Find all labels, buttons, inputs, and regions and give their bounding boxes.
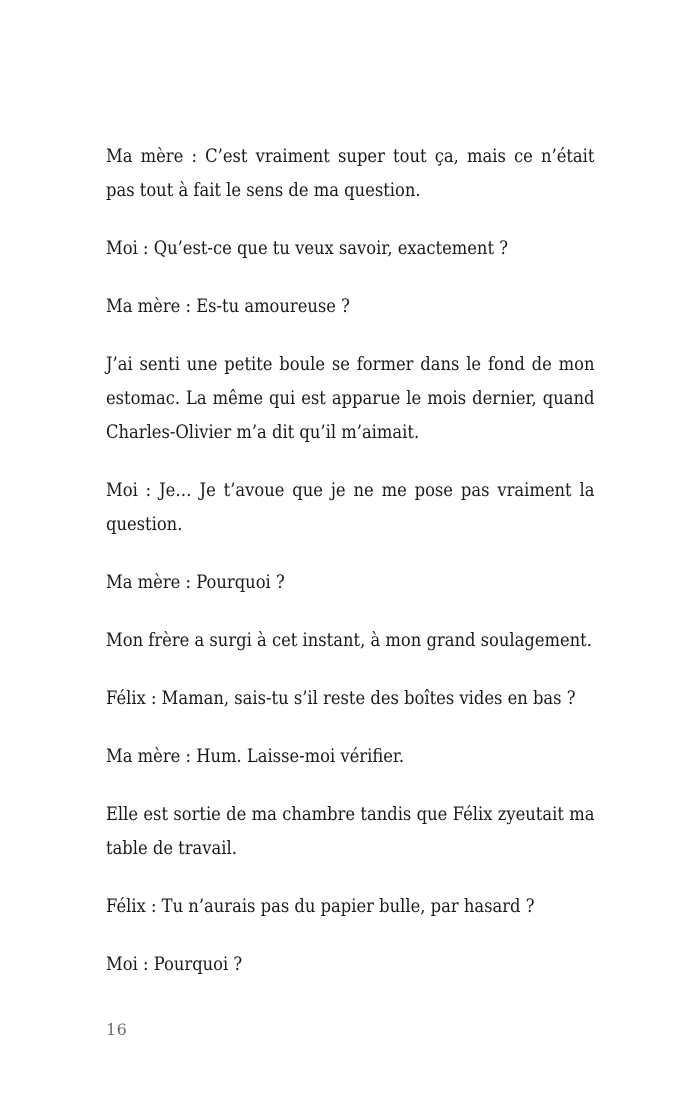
paragraph-dialogue-mother-3: Ma mère : Pourquoi ? [106, 571, 285, 593]
paragraph-dialogue-me-1: Moi : Qu’est-ce que tu veux savoir, exactement ? [106, 237, 508, 259]
paragraph-dialogue-mother-2: Ma mère : Es-tu amoureuse ? [106, 295, 350, 317]
paragraph-dialogue-mother-1: Ma mère : C’est vraiment super tout ça, mais ce n’était pas tout à fait le sens de ma question. [106, 145, 595, 201]
paragraph-dialogue-felix-1: Félix : Maman, sais-tu s’il reste des boîtes vides en bas ? [106, 687, 576, 709]
paragraph-narration-1: J’ai senti une petite boule se former dans le fond de mon estomac. La même qui est apparue le mois dernier, quand Charles-Olivier m’a dit qu’il m’aimait. [106, 353, 595, 443]
paragraph-dialogue-mother-4: Ma mère : Hum. Laisse-moi vérifier. [106, 745, 405, 767]
paragraph-dialogue-me-2: Moi : Je… Je t’avoue que je ne me pose pas vraiment la question. [106, 479, 595, 535]
body-text [106, 139, 594, 1005]
paragraph-dialogue-felix-2: Félix : Tu n’aurais pas du papier bulle, par hasard ? [106, 895, 535, 917]
page-number: 16 [106, 1020, 128, 1039]
paragraph-narration-3: Elle est sortie de ma chambre tandis que Félix zyeutait ma table de travail. [106, 803, 595, 859]
paragraph-dialogue-me-3: Moi : Pourquoi ? [106, 953, 243, 975]
paragraph-narration-2: Mon frère a surgi à cet instant, à mon grand soulagement. [106, 629, 592, 651]
